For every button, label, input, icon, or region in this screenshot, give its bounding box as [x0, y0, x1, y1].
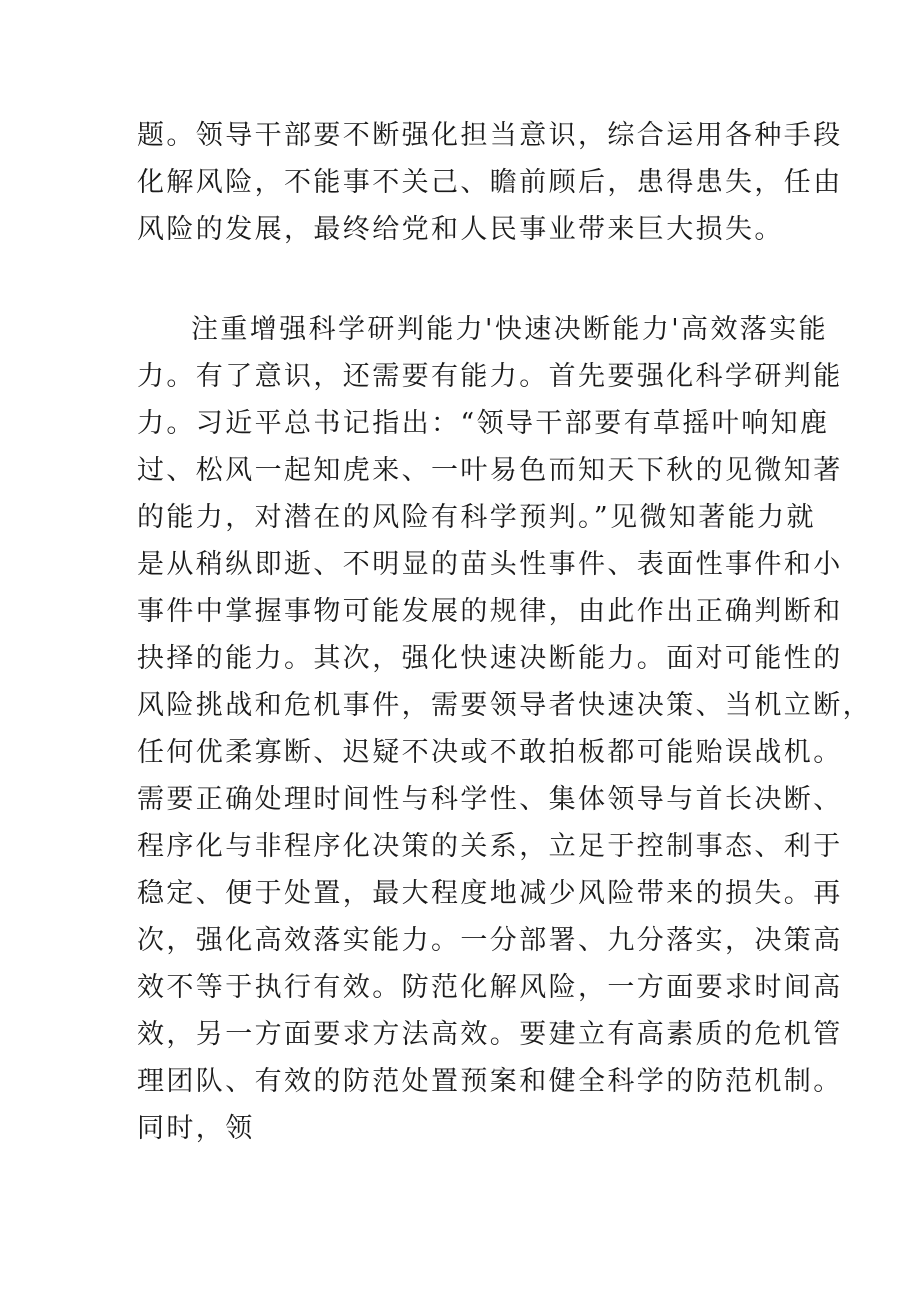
paragraph-2 — [137, 306, 872, 1152]
text-line: 任何优柔寡断、迟疑不决或不敢拍板都可能贻误战机。 — [137, 737, 843, 768]
text-line: 是从稍纵即逝、不明显的苗头性事件、表面性事件和小 — [137, 549, 843, 580]
text-line: 注重增强科学研判能力'快速决断能力'高效落实能 — [191, 314, 829, 345]
paragraph-1 — [137, 112, 843, 253]
text-line: 力。有了意识，还需要有能力。首先要强化科学研判能 — [137, 361, 843, 392]
text-line: 化解风险，不能事不关己、瞻前顾后，患得患失，任由 — [137, 167, 843, 198]
text-line: 效不等于执行有效。防范化解风险，一方面要求时间高 — [137, 972, 843, 1003]
text-line: 的能力，对潜在的风险有科学预判。”见微知著能力就 — [137, 502, 816, 533]
text-line: 风险的发展，最终给党和人民事业带来巨大损失。 — [137, 214, 784, 245]
text-line: 题。领导干部要不断强化担当意识，综合运用各种手段 — [137, 120, 843, 151]
text-line: 稳定、便于处置，最大程度地减少风险带来的损失。再 — [137, 878, 843, 909]
text-line: 风险挑战和危机事件，需要领导者快速决策、当机立断， — [137, 690, 872, 721]
text-line: 效，另一方面要求方法高效。要建立有高素质的危机管 — [137, 1019, 843, 1050]
text-line: 程序化与非程序化决策的关系，立足于控制事态、利于 — [137, 831, 843, 862]
text-line: 理团队、有效的防范处置预案和健全科学的防范机制。 — [137, 1066, 843, 1097]
text-line: 次，强化高效落实能力。一分部署、九分落实，决策高 — [137, 925, 843, 956]
text-line: 抉择的能力。其次，强化快速决断能力。面对可能性的 — [137, 643, 843, 674]
text-line: 同时，领 — [137, 1113, 255, 1144]
text-line: 事件中掌握事物可能发展的规律，由此作出正确判断和 — [137, 596, 843, 627]
text-line: 需要正确处理时间性与科学性、集体领导与首长决断、 — [137, 784, 843, 815]
text-line: 力。习近平总书记指出：“领导干部要有草摇叶响知鹿 — [137, 408, 830, 439]
text-line: 过、松风一起知虎来、一叶易色而知天下秋的见微知著 — [137, 455, 843, 486]
